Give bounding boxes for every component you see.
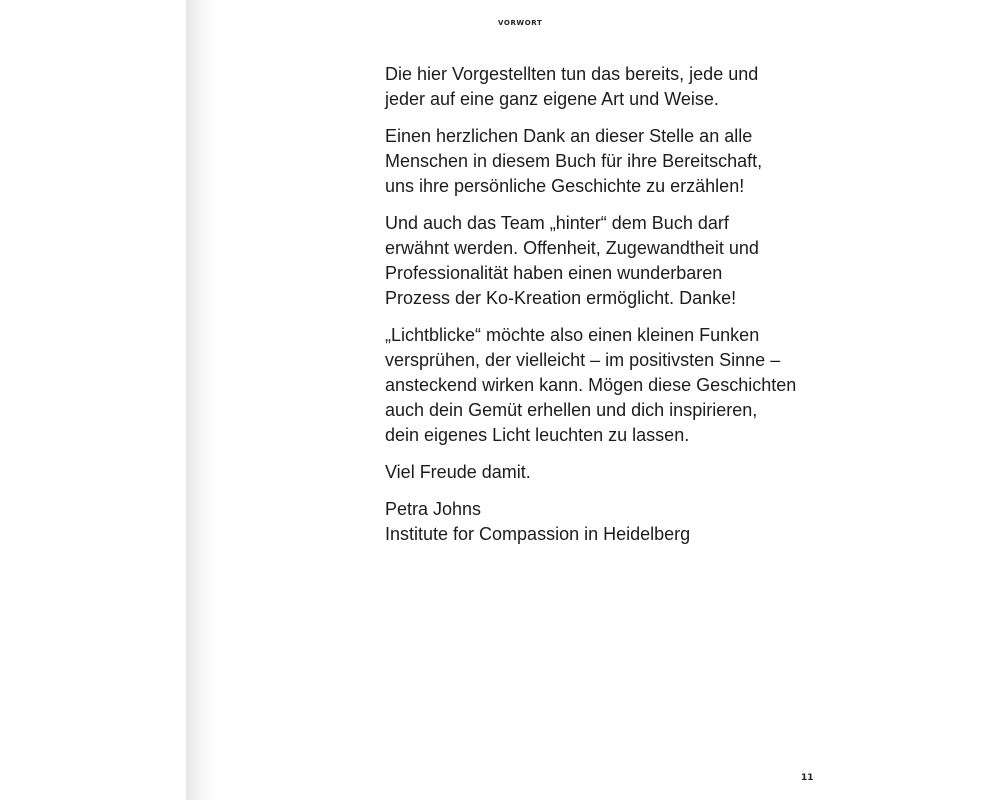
page-gutter-shadow (186, 0, 214, 800)
signature-block (385, 497, 805, 547)
paragraph (385, 124, 805, 199)
signature-institution: Institute for Compassion in Heidelberg (385, 524, 691, 544)
text-line: Prozess der Ko-Kreation ermöglicht. Danke! (385, 288, 737, 308)
paragraph (385, 211, 805, 311)
paragraph (385, 460, 805, 485)
text-line: Menschen in diesem Buch für ihre Bereitschaft, (385, 151, 763, 171)
text-line: Und auch das Team „hinter“ dem Buch darf (385, 213, 729, 233)
text-line: uns ihre persönliche Geschichte zu erzählen! (385, 176, 745, 196)
text-line: ansteckend wirken kann. Mögen diese Geschichten (385, 375, 797, 395)
text-line: erwähnt werden. Offenheit, Zugewandtheit und (385, 238, 759, 258)
text-line: Viel Freude damit. (385, 462, 531, 482)
text-line: versprühen, der vielleicht – im positivsten Sinne – (385, 350, 781, 370)
signature-name: Petra Johns (385, 499, 482, 519)
text-line: dein eigenes Licht leuchten zu lassen. (385, 425, 690, 445)
running-head: VORWORT (498, 19, 543, 27)
page-number: 11 (801, 773, 814, 783)
paragraph (385, 323, 805, 448)
text-line: jeder auf eine ganz eigene Art und Weise. (385, 89, 719, 109)
text-line: „Lichtblicke“ möchte also einen kleinen Funken (385, 325, 760, 345)
text-line: Professionalität haben einen wunderbaren (385, 263, 723, 283)
text-line: Einen herzlichen Dank an dieser Stelle an alle (385, 126, 753, 146)
body-text (385, 62, 805, 559)
paragraph (385, 62, 805, 112)
text-line: auch dein Gemüt erhellen und dich inspirieren, (385, 400, 758, 420)
text-line: Die hier Vorgestellten tun das bereits, jede und (385, 64, 759, 84)
